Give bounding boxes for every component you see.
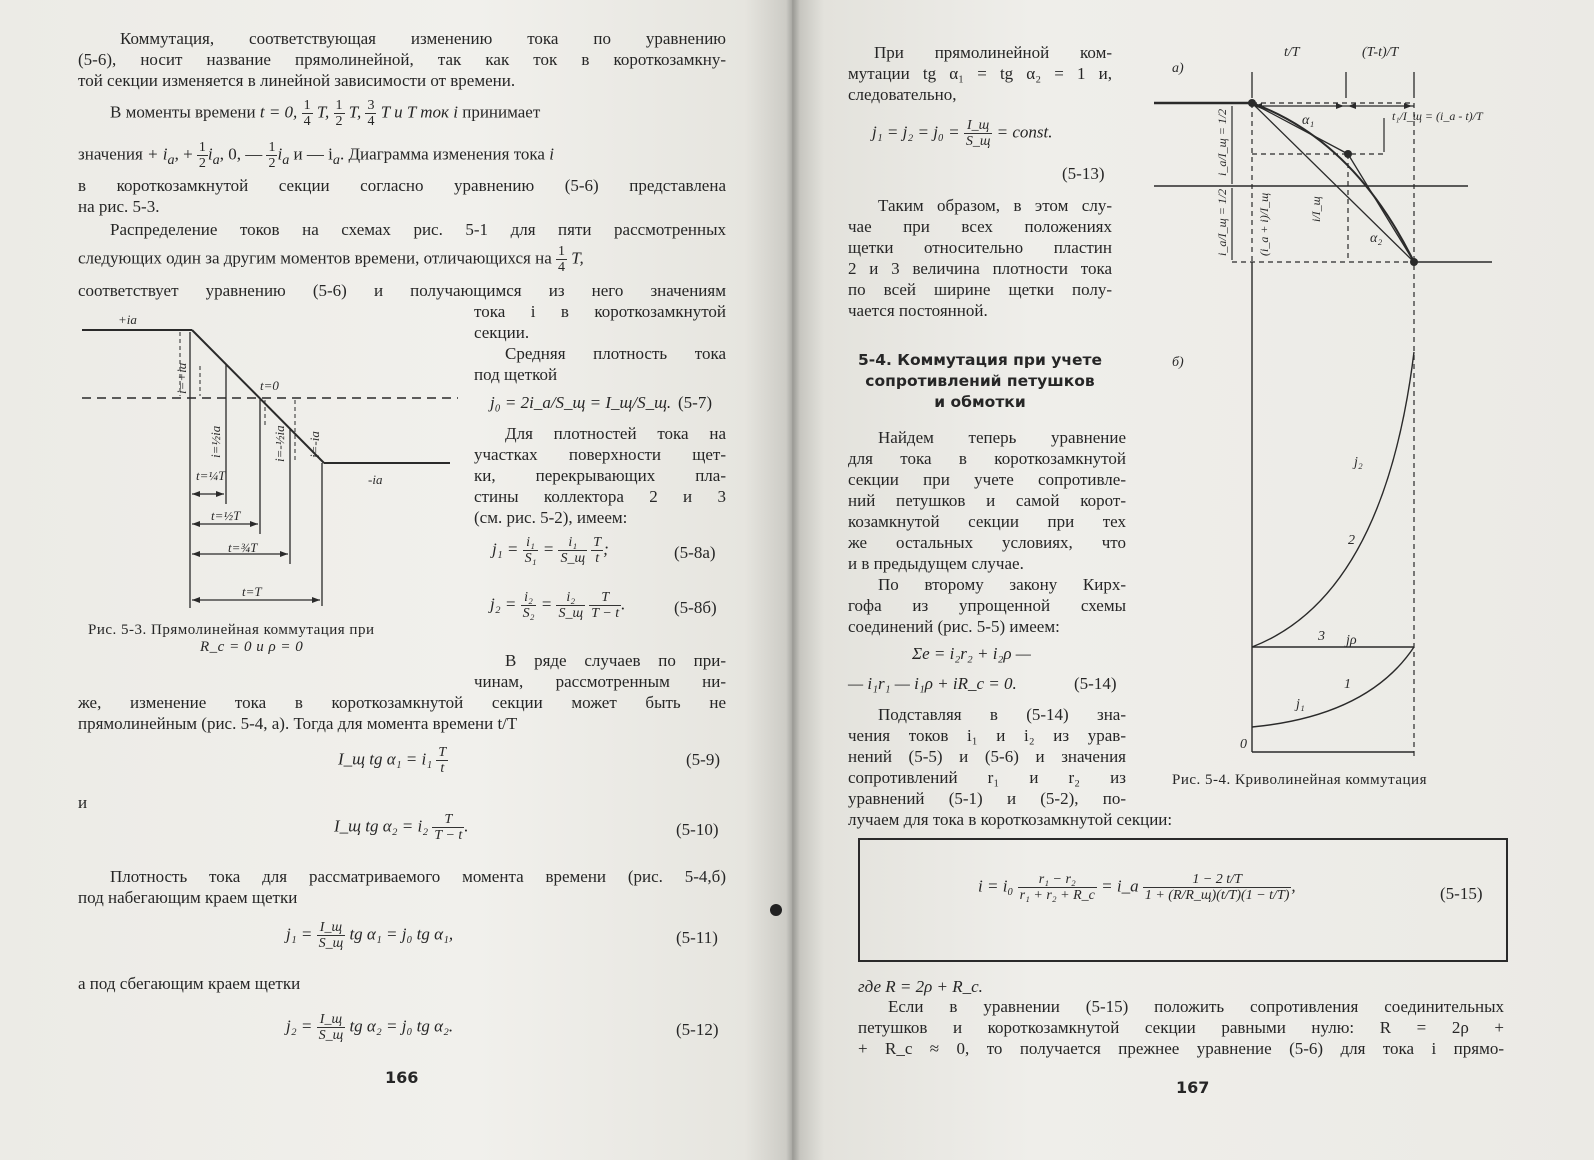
label-b: б) [1172,355,1184,370]
text-line: а под сбегающим краем щетки [78,974,301,993]
equation-5-9: I_щ tg α₁ = i₁ $\frac{T}{t}$ [338,745,447,776]
text-line: петушков и короткозамкнутой секции равными нулю: R = 2ρ + [858,1018,1504,1037]
col-line: чается постоянной. [848,301,988,320]
text-line: Плотность тока для рассматриваемого момента времени (рис. 5-4,б) [110,867,726,886]
label-t12: t=½T [211,508,241,523]
label-three: 3 [1318,629,1325,644]
label-v3: i_a/I_щ = 1/2 [1215,188,1229,256]
equation-number: (5-12) [676,1020,719,1039]
label-alpha1: α₁ [1302,113,1315,128]
equation-number: (5-9) [686,750,720,769]
text-line: же, изменение тока в короткозамкнутой секции может быть не [78,693,726,712]
equation-number: (5-15) [1440,884,1483,903]
figure-5-4-drawing [1148,36,1492,766]
col-line: и в предыдущем случае. [848,554,1024,573]
text-line: чинам, рассмотренным ни- [474,672,726,691]
col-line: уравнений (5-1) и (5-2), по- [848,789,1126,808]
label-two: 2 [1348,533,1355,548]
label-minus-ia: -ia [368,472,383,487]
equation-5-8b: j₂ = $\frac{\text{i₂}}{\text{S₂}}$ = $\frac{\text{i₂}}{S\_щ}$ $\frac{T}{T - t}$ . [490,590,626,621]
col-line: По второму закону Кирх- [878,575,1126,594]
col-line: сопротивлений r₁ и r₂ из [848,768,1126,787]
col-line: гофа из упрощенной схемы [848,596,1126,615]
col-line: Найдем теперь уравнение [878,428,1126,447]
col-line: чае при всех положениях [848,217,1112,236]
col-line: козамкнутой секции при тех [848,512,1126,531]
label-t34: t=¾T [228,540,258,555]
text-and: и [78,793,88,812]
equation-number: (5-10) [676,820,719,839]
page-number: 167 [1176,1078,1210,1097]
text-line: прямолинейным (рис. 5-4, а). Тогда для момента времени t/T [78,714,518,733]
figure-5-3-caption: Рис. 5-3. Прямолинейная коммутация при [88,622,375,638]
equation-number: (5-8б) [674,598,717,617]
col-line: лучаем для тока в короткозамкнутой секции: [848,810,1173,829]
side-line: участках поверхности щет- [474,445,726,464]
text-line: той секции изменяется в линейной зависимости от времени. [78,71,516,90]
label-v4: i=-ia [307,431,322,458]
col-line: чения токов i₁ и i₂ из урав- [848,726,1126,745]
section-heading: 5-4. Коммутация при учете сопротивлений петушков и обмотки [857,351,1102,411]
side-line: под щеткой [474,365,558,384]
figure-5-4-caption: Рис. 5-4. Криволинейная коммутация [1172,772,1427,788]
equation-5-14-line2: — i₁r₁ — i₁ρ + iR_c = 0. [848,674,1017,693]
side-line: Для плотностей тока на [505,424,726,443]
text-line: (5-6), носит название прямолинейной, так как ток в короткозамкну- [78,50,726,69]
label-t14: t=¼T [196,468,226,483]
col-line: ний петушков и самой корот- [848,491,1126,510]
equation-number: (5-8a) [674,543,716,562]
book-gutter [786,0,800,1160]
values-line: значения + $i_a$, + $\frac{1}{2}$ $i_a$, 0, — $\frac{1}{2}$ $i_a$ и — $i_a$. Диаграмма изменения тока i [78,140,554,171]
label-a: а) [1172,61,1184,76]
label-ratio: t₁/I_щ = (i_a - t)/T [1392,109,1483,123]
label-j2: j₂ [1354,455,1363,470]
col-line: Таким образом, в этом слу- [878,196,1112,215]
label-v2: i=½ia [208,425,223,458]
label-plus-ia: +ia [118,312,137,327]
label-v1: i=+ia [174,362,189,394]
col-line: секции при учете сопротивле- [848,470,1126,489]
label-v3: i=-½ia [272,425,287,462]
col-line: мутации tg α₁ = tg α₂ = 1 и, [848,64,1112,83]
text-line: под набегающим краем щетки [78,888,298,907]
equation-5-15: i = i₀ $\frac{\text{r₁ − r₂}}{\text{r₁ + r₂ + R\_c}}$ = i_a $\frac{1 - 2 t/T}{1 + (R/R\_щ)(t/T)(1 - t/T)}$ , [978,872,1296,903]
label-jp: jρ [1346,633,1357,648]
col-line: щетки относительно пластин [848,238,1112,257]
label-one: 1 [1344,677,1351,692]
side-line: ки, перекрывающих пла- [474,466,726,485]
text-line: в короткозамкнутой секции согласно уравнению (5-6) представлена [78,176,726,195]
label-alpha2: α₂ [1370,231,1383,246]
where-line: где R = 2ρ + R_c. [858,977,983,996]
col-line: для тока в короткозамкнутой [848,449,1126,468]
equation-5-7: j₀ = 2i_a/S_щ = I_щ/S_щ. [490,393,672,412]
figure-5-3-caption-line2: R_c = 0 и ρ = 0 [200,639,304,655]
equation-5-12: j₂ = $\frac{I\_щ}{S\_щ}$ tg α₂ = j₀ tg α₂. [286,1012,454,1043]
side-line: тока i в короткозамкнутой [474,302,726,321]
label-v1: i_a/I_щ = 1/2 [1215,108,1229,176]
side-line: (см. рис. 5-2), имеем: [474,508,628,527]
text-line: В ряде случаев по при- [505,651,726,670]
text-line: соответствует уравнению (5-6) и получающимся из него значениям [78,281,726,300]
moments-line: В моменты времени t = 0, $\frac{1}{4}$ T, $\frac{1}{2}$ T, $\frac{3}{4}$ T и T ток i принимает [110,98,541,129]
text-line: на рис. 5-3. [78,197,160,216]
side-line: секции. [474,323,530,342]
label-j1: j₁ [1296,697,1305,712]
col-line: же остальных условиях, что [848,533,1126,552]
figure-5-4 [1148,36,1492,766]
col-line: 2 и 3 величина плотности тока [848,259,1112,278]
equation-number: (5-11) [676,928,718,947]
figure-5-3 [78,308,473,618]
following-line: следующих один за другим моментов времени, отличающихся на $\frac{1}{4}$ T, [78,244,584,275]
side-line: Средняя плотность тока [505,344,726,363]
label-T-minus-t-over-T: (T-t)/T [1362,45,1399,60]
equation-5-14-line1: Σe = i₂r₂ + i₂ρ — [912,644,1031,663]
col-line: При прямолинейной ком- [874,43,1112,62]
col-line: следовательно, [848,85,957,104]
label-tT: t=T [242,584,262,599]
text-line: Коммутация, соответствующая изменению тока по уравнению [120,29,726,48]
col-line: соединений (рис. 5-5) имеем: [848,617,1060,636]
page-number: 166 [385,1068,419,1087]
text-line: Распределение токов на схемах рис. 5-1 для пяти рассмотренных [110,220,726,239]
side-line: стины коллектора 2 и 3 [474,487,726,506]
col-line: по всей ширине щетки полу- [848,280,1112,299]
equation-number: (5-13) [1062,164,1105,183]
left-page [0,0,792,1160]
col-line: нений (5-5) и (5-6) и значения [848,747,1126,766]
binding-hole [770,904,782,916]
label-zero: 0 [1240,737,1247,752]
equation-number: (5-7) [678,393,712,412]
equation-5-10: I_щ tg α₂ = i₂ $\frac{T}{T - t}$ . [334,812,469,843]
label-t0: t=0 [260,378,279,393]
figure-5-3-drawing [78,308,473,618]
text-line: Если в уравнении (5-15) положить сопротивления соединительных [888,997,1504,1016]
label-v2: i/I_щ [1309,196,1323,222]
equation-5-8a: j₁ = $\frac{\text{i₁}}{\text{S₁}}$ = $\frac{\text{i₁}}{S\_щ}$ $\frac{T}{t}$ ; [492,535,609,566]
text-line: + R_c ≈ 0, то получается прежнее уравнение (5-6) для тока i прямо- [858,1039,1504,1058]
right-page [792,0,1594,1160]
label-t-over-T: t/T [1284,45,1300,60]
equation-5-11: j₁ = $\frac{I\_щ}{S\_щ}$ tg α₁ = j₀ tg α₁, [286,920,454,951]
label-v4: (i_a + i)/I_щ [1257,192,1271,256]
equation-5-13: j₁ = j₂ = j₀ = $\frac{I\_щ}{S\_щ}$ = const. [872,118,1053,149]
col-line: Подставляя в (5-14) зна- [878,705,1126,724]
equation-number: (5-14) [1074,674,1117,693]
